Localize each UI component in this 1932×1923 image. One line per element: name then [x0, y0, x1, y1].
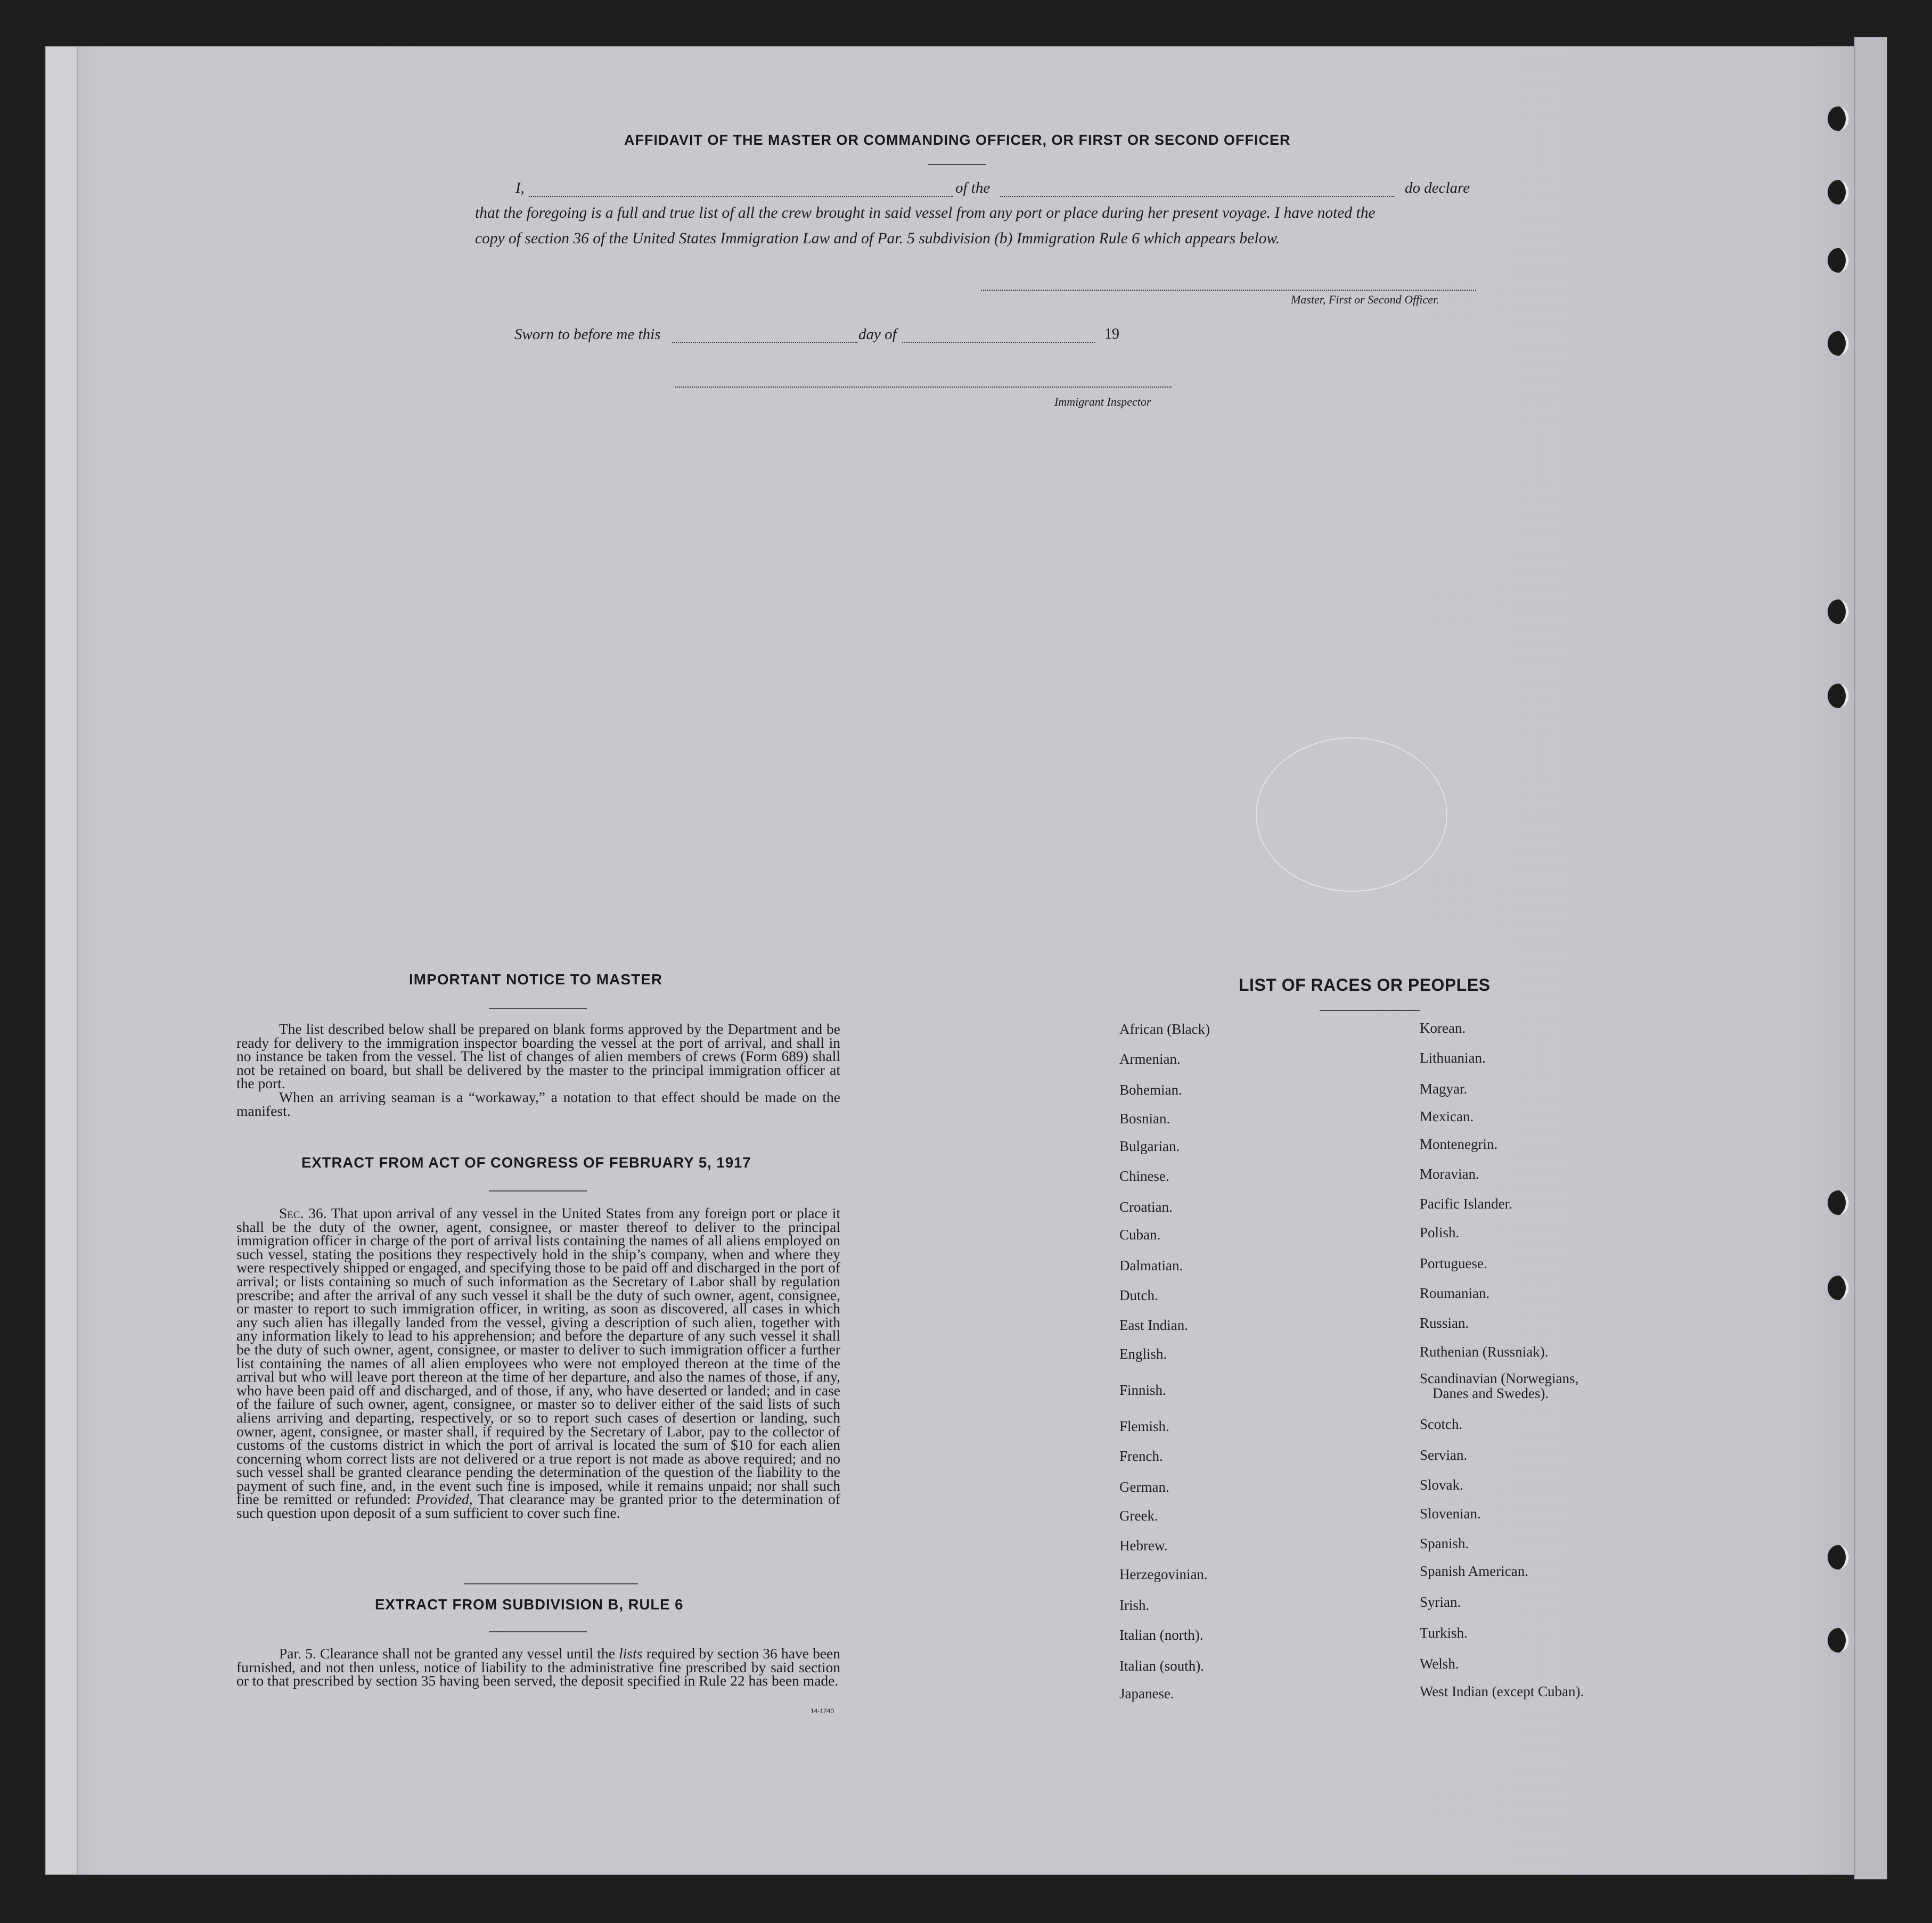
race-item: Scandinavian (Norwegians, — [1420, 1370, 1579, 1386]
race-item: Italian (south). — [1119, 1658, 1204, 1674]
notice-title: IMPORTANT NOTICE TO MASTER — [409, 971, 663, 988]
stamp-outline — [1256, 737, 1447, 892]
affidavit-line-2: that the foregoing is a full and true list of all the crew brought in said vessel from any port or place during her present voyage. I have noted the — [475, 204, 1376, 221]
affidavit-title: AFFIDAVIT OF THE MASTER OR COMMANDING OFFICER, OR FIRST OR SECOND OFFICER — [624, 132, 1291, 148]
binder-hole — [1828, 106, 1849, 131]
race-item: Bohemian. — [1119, 1082, 1182, 1098]
race-item: Irish. — [1119, 1597, 1150, 1613]
race-item: Finnish. — [1119, 1382, 1166, 1398]
race-item: Herzegovinian. — [1119, 1566, 1208, 1582]
binder-hole — [1828, 1276, 1849, 1300]
vessel-blank[interactable] — [1000, 196, 1394, 197]
race-item: English. — [1119, 1346, 1167, 1362]
rule6-text-start: Par. 5. Clearance shall not be granted any vessel until the — [279, 1645, 615, 1662]
race-item: Welsh. — [1420, 1656, 1459, 1672]
race-item: Slovak. — [1420, 1477, 1463, 1493]
master-signature-label: Master, First or Second Officer. — [1291, 293, 1439, 306]
race-item: East Indian. — [1119, 1317, 1188, 1333]
race-item: Scotch. — [1420, 1416, 1463, 1432]
race-item: Roumanian. — [1420, 1285, 1490, 1301]
left-margin-strip — [46, 47, 78, 1874]
race-item: Portuguese. — [1420, 1255, 1487, 1271]
master-signature-line[interactable] — [981, 290, 1476, 291]
race-item: Flemish. — [1119, 1418, 1169, 1434]
affidavit-i-label: I, — [515, 179, 525, 196]
sworn-label: Sworn to before me this — [514, 326, 661, 343]
race-item: Montenegrin. — [1420, 1136, 1498, 1152]
section-label: Sec. 36. — [279, 1205, 327, 1221]
race-item: Mexican. — [1420, 1108, 1474, 1124]
race-item: Croatian. — [1119, 1199, 1173, 1215]
binder-hole — [1828, 180, 1849, 204]
act-title-rule — [489, 1190, 587, 1191]
affidavit-declare-label: do declare — [1405, 179, 1470, 196]
binder-hole — [1828, 684, 1849, 708]
race-item: Bosnian. — [1119, 1111, 1170, 1127]
races-title-rule — [1320, 1010, 1420, 1011]
rule6-body — [236, 1647, 840, 1688]
race-item: Cuban. — [1119, 1227, 1161, 1243]
race-item: German. — [1119, 1479, 1169, 1495]
race-item: Korean. — [1420, 1020, 1466, 1036]
races-title: LIST OF RACES OR PEOPLES — [1239, 975, 1491, 995]
inspector-label: Immigrant Inspector — [1054, 395, 1151, 408]
right-binding-strip — [1854, 37, 1887, 1879]
race-item: Turkish. — [1420, 1625, 1468, 1641]
affidavit-line-3: copy of section 36 of the United States Immigration Law and of Par. 5 subdivision (b) Immigration Rule 6 which appears below. — [475, 230, 1280, 247]
race-item: Magyar. — [1420, 1081, 1468, 1097]
affidavit-of-the-label: of the — [955, 179, 990, 196]
binder-hole — [1828, 1628, 1849, 1653]
race-item: Hebrew. — [1119, 1538, 1168, 1554]
act-provided: Provided, — [416, 1491, 473, 1508]
binder-hole — [1828, 1545, 1849, 1569]
act-title: EXTRACT FROM ACT OF CONGRESS OF FEBRUARY 5, 1917 — [301, 1154, 751, 1171]
race-item: Russian. — [1420, 1315, 1469, 1331]
race-item: Bulgarian. — [1119, 1138, 1180, 1154]
race-item: Spanish American. — [1420, 1563, 1528, 1579]
act-section-text: That upon arrival of any vessel in the United States from any foreign port or place it shall be the duty of the owner, agent, consignee, or master thereof to deliver to the principal immigration officer in charge of the port of arrival lists containing the names of all aliens employed on such vessel, stating the positions they respectively hold in the ship’s company, when and where they were respectively shipped or engaged, and specifying those to be paid off and discharged in the port of arrival; or lists containing so much of such information as the Secretary of Labor shall by regulation prescribe; and after the arrival of any such vessel it shall be the duty of such owner, agent, consignee, or master to report to such immigration officer, in writing, as soon as discovered, all cases in which any such alien has illegally landed from the vessel, giving a description of such alien, together with any information likely to lead to his apprehension; and before the departure of any such vessel it shall be the duty of such owner, agent, consignee, or master to deliver to such immigration officer a further list containing the names of all alien employees who were not employed thereon at the time of the arrival but who will leave port thereon at the time of her departure, and also the names of those, if any, who have been paid off and discharged, and of those, if any, who have deserted or landed; and in case of the failure of such owner, agent, consignee, or master so to deliver either of the said lists of such aliens arriving and departing, respectively, or so to report such cases of desertion or landing, such owner, agent, consignee, or master shall, if required by the Secretary of Labor, pay to the collector of customs of the customs district in which the port of arrival is located the sum of $10 for each alien concerning whom correct lists are not delivered or a true report is not made as above required; and no such vessel shall be granted clearance pending the determination of the question of the liability to the payment of such fine, and, in the event such fine is imposed, while it remains unpaid; nor shall such fine be remitted or refunded: — [236, 1205, 840, 1508]
act-end-rule — [464, 1583, 638, 1584]
race-item: Japanese. — [1119, 1686, 1174, 1702]
sworn-month-blank[interactable] — [902, 342, 1095, 343]
act-body — [236, 1206, 840, 1520]
race-item: Pacific Islander. — [1420, 1196, 1512, 1212]
race-item: Servian. — [1420, 1447, 1468, 1463]
race-item: Syrian. — [1420, 1594, 1461, 1610]
binder-hole — [1828, 1190, 1849, 1215]
act-section-text-end: That clearance may be granted prior to the determination of such question upon deposit of a sum sufficient to cover such fine. — [236, 1491, 840, 1522]
race-item: Italian (north). — [1119, 1627, 1204, 1643]
notice-body — [236, 1022, 840, 1117]
name-blank[interactable] — [529, 196, 953, 197]
race-item: Danes and Swedes). — [1432, 1385, 1549, 1401]
notice-title-rule — [489, 1008, 587, 1009]
year-prefix: 19 — [1104, 326, 1119, 342]
race-item: Chinese. — [1119, 1168, 1169, 1184]
race-item: African (Black) — [1119, 1021, 1210, 1037]
sworn-day-blank[interactable] — [672, 342, 857, 343]
rule6-title-rule — [489, 1631, 587, 1632]
race-item: Greek. — [1119, 1508, 1158, 1524]
notice-paragraph-1: The list described below shall be prepared on blank forms approved by the Department and be ready for delivery to the immigration inspector boarding the vessel at the port of arrival, and shall in no instance be taken from the vessel. The list of changes of alien members of crews (Form 689) shall not be retained on board, but shall be delivered by the master to the principal immigration officer at the port. — [236, 1021, 840, 1092]
race-item: Spanish. — [1420, 1535, 1469, 1551]
day-of-label: day of — [858, 326, 897, 343]
race-item: West Indian (except Cuban). — [1420, 1683, 1584, 1699]
binder-hole — [1828, 248, 1849, 273]
form-number: 14-1240 — [811, 1707, 834, 1715]
rule6-text-end: required by section 36 have been furnished, and not then unless, notice of liability to the administrative fine prescribed by said section or to that prescribed by section 35 having been served, the deposit specified in Rule 22 has been made. — [236, 1645, 841, 1689]
race-item: Ruthenian (Russniak). — [1420, 1344, 1549, 1360]
binder-hole — [1828, 599, 1849, 624]
binder-hole — [1828, 331, 1849, 356]
race-item: Polish. — [1420, 1225, 1460, 1240]
race-item: Lithuanian. — [1420, 1050, 1486, 1066]
paper-sheet — [46, 47, 1884, 1874]
rule6-title: EXTRACT FROM SUBDIVISION B, RULE 6 — [375, 1596, 684, 1613]
affidavit-title-rule — [928, 164, 986, 165]
race-item: French. — [1119, 1448, 1163, 1464]
race-item: Dalmatian. — [1119, 1258, 1183, 1273]
race-item: Dutch. — [1119, 1287, 1158, 1303]
rule6-lists-word: lists — [619, 1645, 643, 1662]
race-item: Moravian. — [1420, 1166, 1479, 1182]
race-item: Slovenian. — [1420, 1506, 1481, 1522]
race-item: Armenian. — [1119, 1051, 1181, 1067]
inspector-signature-line[interactable] — [675, 387, 1172, 388]
notice-paragraph-2: When an arriving seaman is a “workaway,” a notation to that effect should be made on the manifest. — [236, 1088, 840, 1119]
